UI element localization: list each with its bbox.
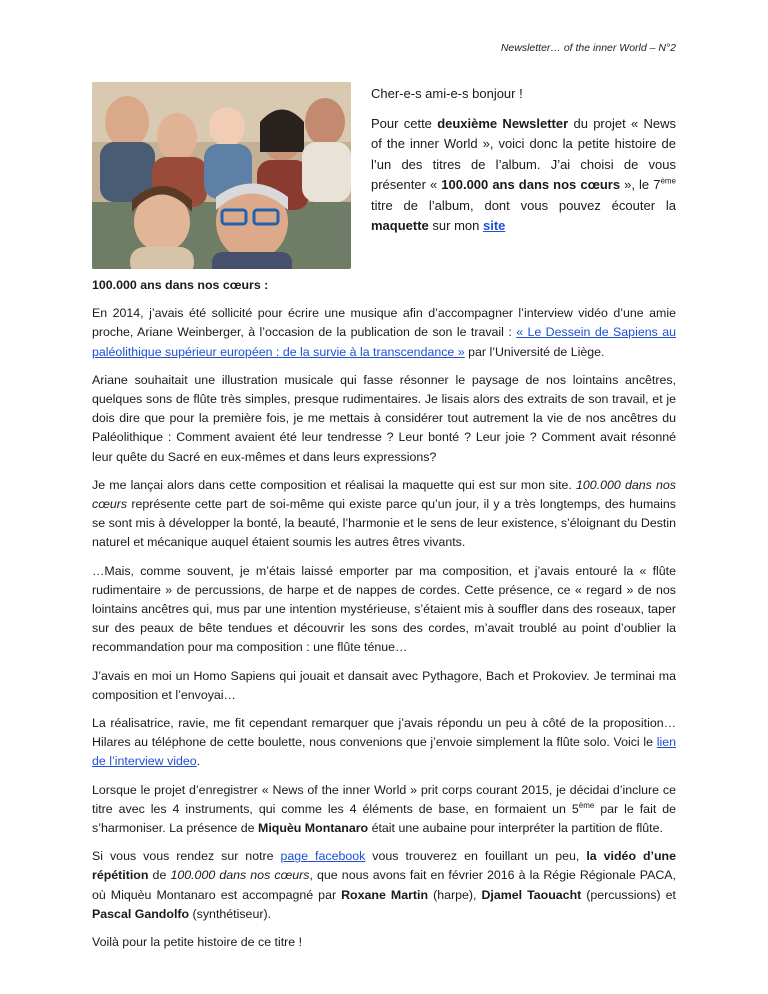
section-title: 100.000 ans dans nos cœurs :: [92, 278, 269, 292]
paragraph-3: Je me lançai alors dans cette composition et réalisai la maquette qui est sur mon site. 100.000 dans nos cœurs représente cette part de soi-même qui existe parce qu’un jour, il y a très longtemps, des humains se sont mis à développer la bonté, la beauté, l’harmonie et le sens de leur existence, s’éloignant du Destin naturel et mécanique auquel étaient soumis les autres êtres vivants.: [92, 477, 676, 550]
paragraph-5: J’avais en moi un Homo Sapiens qui jouait et dansait avec Pythagore, Bach et Prokoviev. Je terminai ma composition et l’envoyai…: [92, 668, 676, 702]
greeting: Cher-e-s ami-e-s bonjour !: [371, 86, 523, 101]
paragraph-6: La réalisatrice, ravie, me fit cependant remarquer que j’avais répondu un peu à côté de la proposition… Hilares au téléphone de cette boulette, nous convenions que j’envoie simplement la flûte solo. Voici le lien de l’interview video.: [92, 716, 676, 769]
paragraph-2: Ariane souhaitait une illustration musicale qui fasse résonner le paysage de nos lointains ancêtres, quelques sons de flûte très simples, presque rudimentaires. Je lisais alors des extraits de son travail, et je dois dire que pour la première fois, je me mettais à considérer tout autrement la vie de nos ancêtres du Paléolithique : Comment avaient été leur tendresse ? Leur bonté ? Leur joie ? Comment avait résonné leur quête du Sacré en eux-mêmes et dans leurs expressions?: [92, 372, 676, 464]
intro-block: [371, 84, 676, 246]
paragraph-1: En 2014, j’avais été sollicité pour écrire une musique afin d’accompagner l’interview vidéo d’une amie proche, Ariane Weinberger, à l’occasion de la publication de son le travail : « Le Dessein de Sapiens au paléolithique supérieur européen : de la survie à la transcendance » par l’Université de Liège.: [92, 306, 676, 359]
paragraph-4: …Mais, comme souvent, je m’étais laissé emporter par ma composition, et j’avais entouré la « flûte rudimentaire » de percussions, de harpe et de nappes de cordes. Cette présence, ce « regard » de nos lointains ancêtres qui, mus par une intention mystérieuse, s’étaient mis à souffler dans des roseaux, taper sur des peaux de bête tendues et découvrir les sons des cordes, m’avait troublé au point d’oublier la recommandation pour ma composition : une flûte ténue…: [92, 563, 676, 655]
page-header: Newsletter… of the inner World – N°2: [500, 42, 676, 54]
article-body: [92, 276, 676, 961]
intro-paragraph: Pour cette deuxième Newsletter du projet « News of the inner World », voici donc la petite histoire de l’un des titres de l’album. J’ai choisi de vous présenter « 100.000 ans dans nos cœurs », le 7ème titre de l’album, dont vous pouvez écouter la maquette sur mon site: [371, 115, 676, 233]
site-link[interactable]: site: [482, 218, 506, 233]
paragraph-8: Si vous vous rendez sur notre page facebook vous trouverez en fouillant un peu, la vidéo d’une répétition de 100.000 dans nos cœurs, que nous avons fait en février 2016 à la Régie Régionale PACA, où Miquèu Montanaro est accompagné par Roxane Martin (harpe), Djamel Taouacht (percussions) et Pascal Gandolfo (synthétiseur).: [92, 849, 677, 921]
facebook-page-link[interactable]: page facebook: [280, 849, 366, 864]
interview-video-link[interactable]: lien de l’interview video: [92, 735, 676, 769]
paragraph-7: Lorsque le projet d’enregistrer « News of the inner World » prit corps courant 2015, je décidai d’inclure ce titre avec les 4 instruments, qui comme les 4 éléments de base, en formaient un 5ème par le fait de s’harmoniser. La présence de Miquèu Montanaro était une aubaine pour interpréter la partition de flûte.: [92, 782, 676, 836]
group-photo-illustration: [92, 82, 351, 269]
group-photo: [92, 82, 351, 269]
dessein-de-sapiens-link[interactable]: « Le Dessein de Sapiens au paléolithique supérieur européen : de la survie à la transcendance »: [92, 325, 676, 359]
paragraph-9: Voilà pour la petite histoire de ce titre !: [92, 935, 303, 950]
